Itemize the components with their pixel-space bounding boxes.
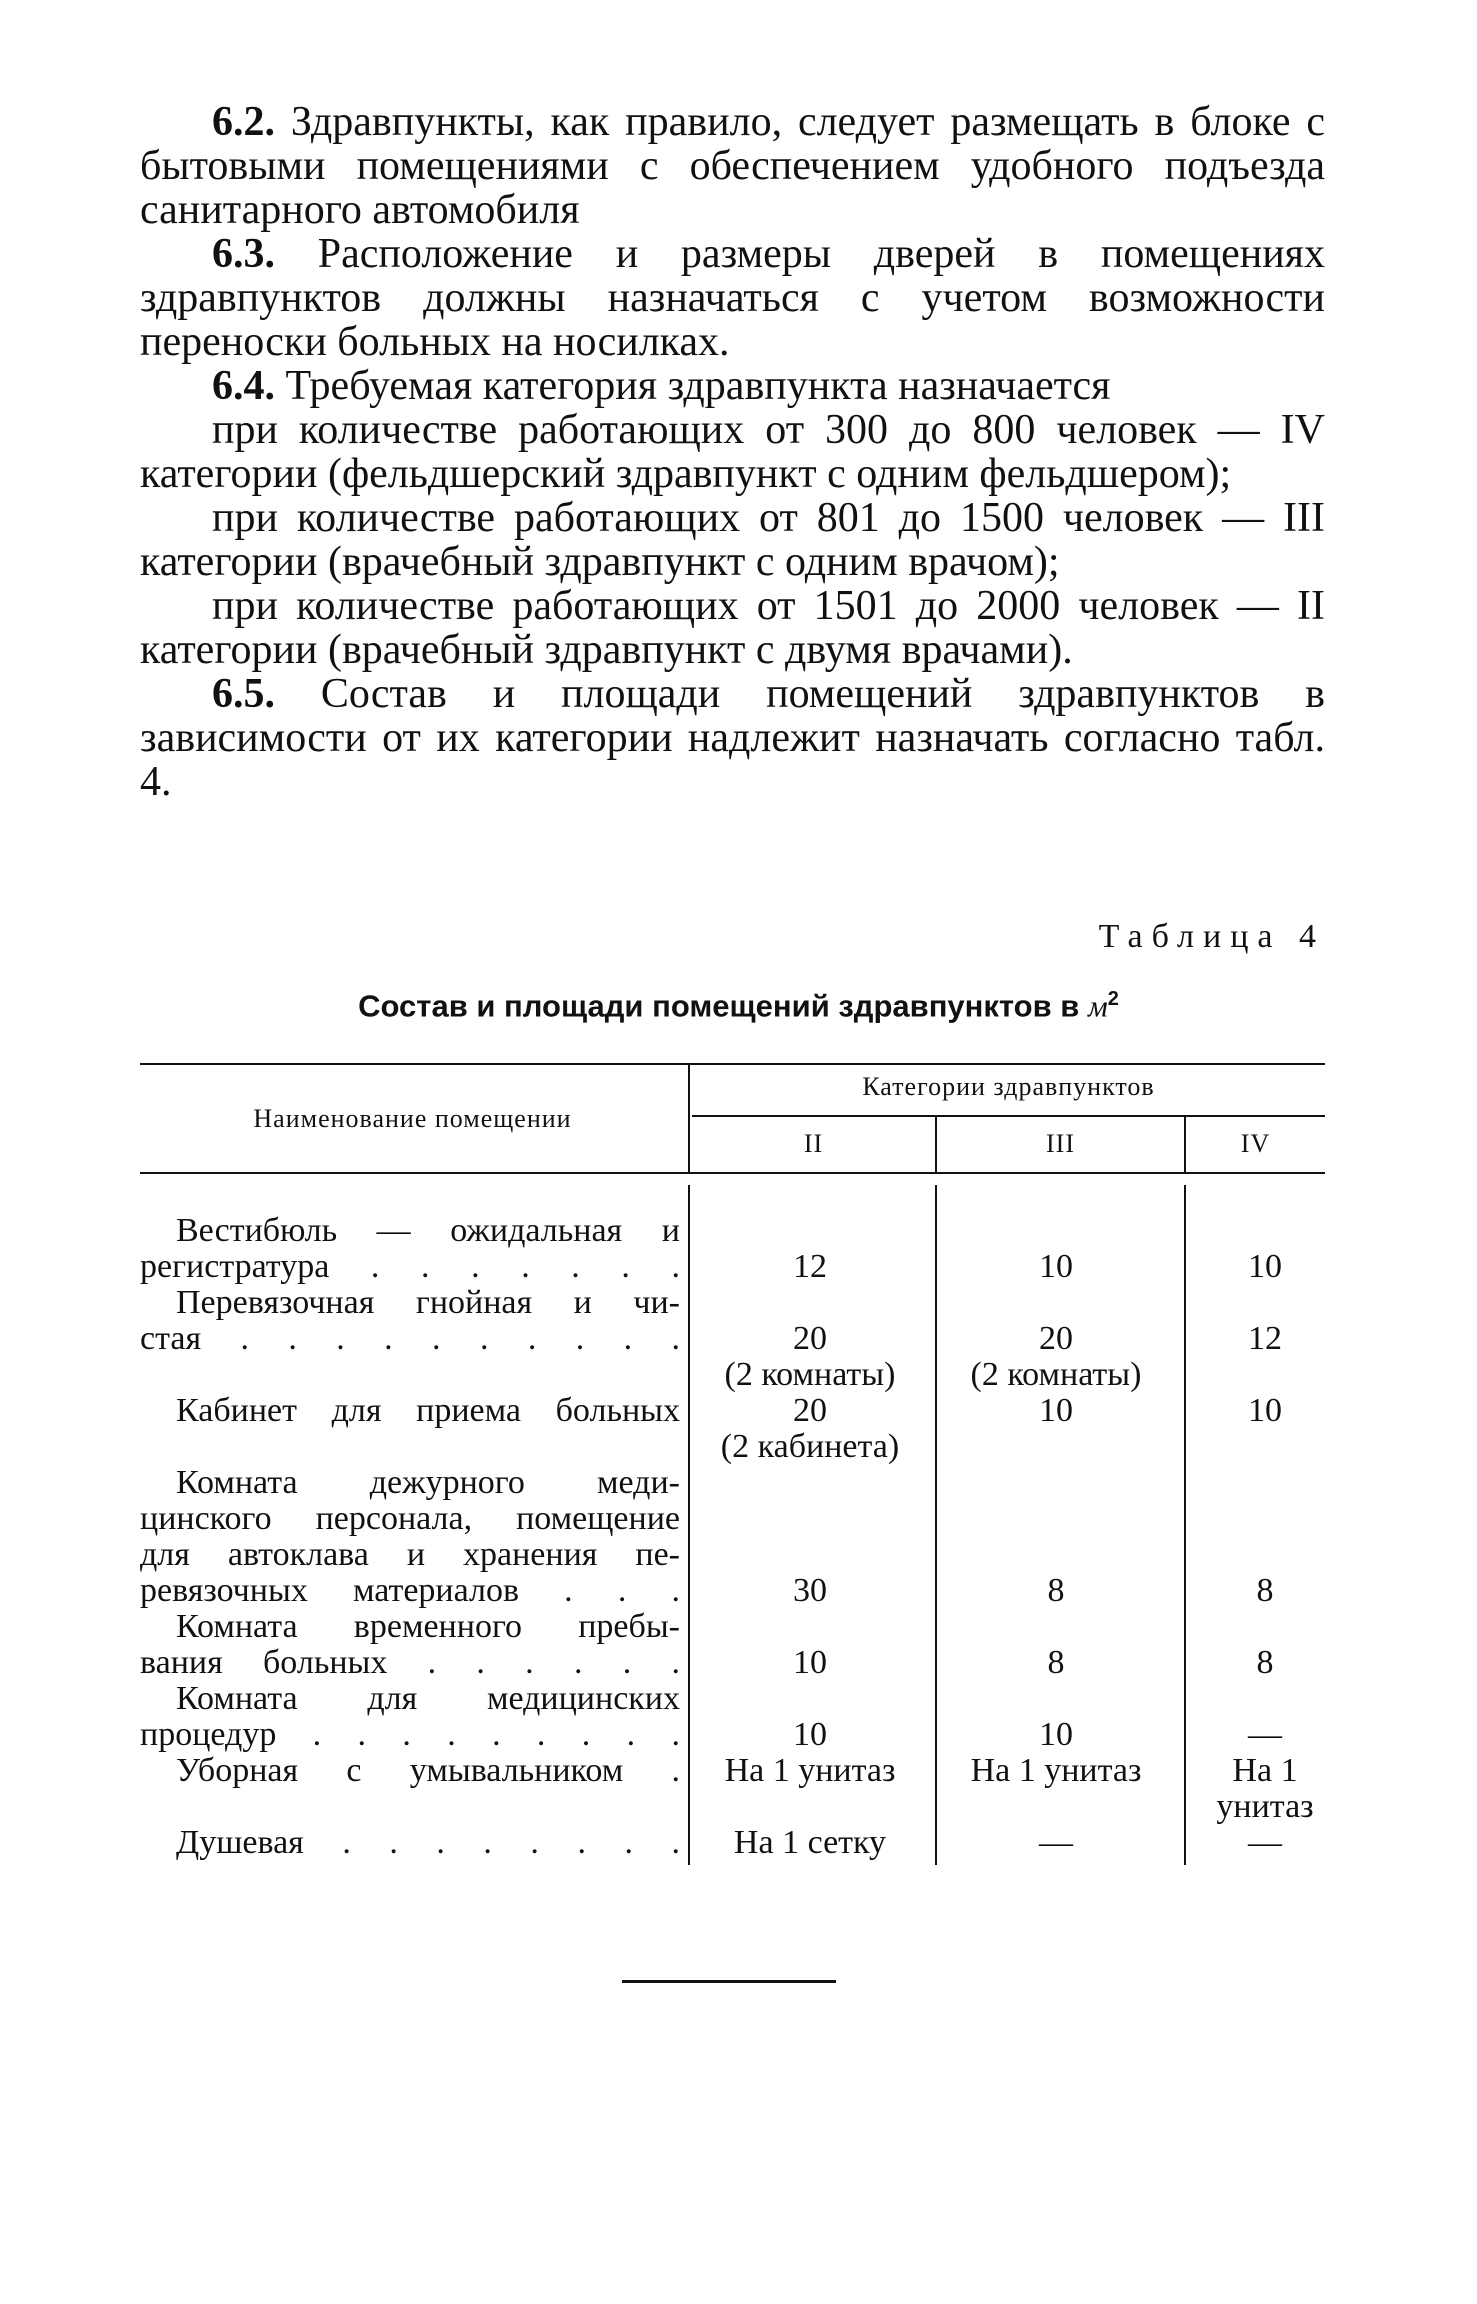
paragraph-6-2 <box>140 100 1325 232</box>
cell-iv: — <box>1248 1716 1282 1753</box>
header-categories: Категории здравпунктов <box>862 1072 1155 1101</box>
cell-iv: 10 <box>1248 1392 1282 1429</box>
clause-number: 6.5. <box>212 671 275 717</box>
column-divider <box>1184 1185 1186 1865</box>
clause-number: 6.4. <box>212 363 275 409</box>
table-top-rule <box>140 1063 1325 1065</box>
row-name: Перевязочная гнойная и чи- <box>176 1284 680 1321</box>
header-col-iii: III <box>1046 1129 1075 1158</box>
cell-iii: 10 <box>1039 1716 1073 1753</box>
clause-number: 6.3. <box>212 231 275 277</box>
cell-iii: 8 <box>1047 1644 1065 1681</box>
row-name: Вестибюль — ожидальная и <box>176 1212 680 1249</box>
cell-iii: 20 <box>1039 1320 1073 1357</box>
header-room-name: Наименование помещении <box>253 1104 572 1133</box>
body-text <box>140 100 1325 804</box>
cell-iv: 8 <box>1256 1572 1274 1609</box>
clause-text: Состав и площади помещений здравпунктов в зависимости от их категории надлежит назначать согласно табл. 4. <box>140 671 1325 805</box>
cell-iv: 8 <box>1256 1644 1274 1681</box>
cell-iv-note: унитаз <box>1216 1788 1314 1825</box>
cell-ii: 20 <box>793 1320 827 1357</box>
row-name: для автоклава и хранения пе- <box>140 1536 680 1573</box>
caption-unit: м <box>1087 988 1108 1024</box>
cell-iii-note: (2 комнаты) <box>970 1356 1142 1393</box>
header-col-ii: II <box>803 1129 824 1158</box>
row-name: Комната для медицинских <box>176 1680 680 1717</box>
cell-ii: На 1 сетку <box>733 1824 887 1861</box>
clause-text: Расположение и размеры дверей в помещениях здравпунктов должны назначаться с учетом возможности переноски больных на носилках. <box>140 231 1325 365</box>
cell-iii: 10 <box>1039 1392 1073 1429</box>
paragraph-6-3 <box>140 232 1325 364</box>
cell-ii-note: (2 комнаты) <box>724 1356 896 1393</box>
row-name: Комната дежурного меди- <box>176 1464 680 1501</box>
clause-text: Здравпункты, как правило, следует размещать в блоке с бытовыми помещениями с обеспечением удобного подъезда санитарного автомобиля <box>140 99 1325 233</box>
cell-ii: 20 <box>793 1392 827 1429</box>
clause-number: 6.2. <box>212 99 275 145</box>
caption-text: Состав и площади помещений здравпунктов в <box>358 988 1080 1024</box>
cell-ii: На 1 унитаз <box>724 1752 896 1789</box>
row-name: цинского персонала, помещение <box>140 1500 680 1537</box>
column-divider <box>1184 1117 1186 1173</box>
clause-text: Требуемая категория здравпункта назначается <box>275 363 1111 409</box>
column-divider <box>688 1063 690 1173</box>
paragraph-6-4-a: при количестве работающих от 300 до 800 человек — IV категории (фельдшерский здравпункт с одним фельдшером); <box>140 407 1325 497</box>
paragraph-6-4-b: при количестве работающих от 801 до 1500 человек — III категории (врачебный здравпункт с одним врачом); <box>140 495 1325 585</box>
cell-iii: 8 <box>1047 1572 1065 1609</box>
caption-unit-exponent: 2 <box>1107 988 1119 1010</box>
cell-iv: 10 <box>1248 1248 1282 1285</box>
row-name: Кабинет для приема больных <box>176 1392 680 1429</box>
paragraph-6-4 <box>140 364 1325 408</box>
header-group-rule <box>692 1115 1325 1117</box>
cell-iii: 10 <box>1039 1248 1073 1285</box>
row-name: Душевая . . . . . . . . <box>176 1824 680 1861</box>
cell-ii: 30 <box>793 1572 827 1609</box>
cell-iv: 12 <box>1248 1320 1282 1357</box>
cell-ii-note: (2 кабинета) <box>720 1428 900 1465</box>
cell-iii: На 1 унитаз <box>970 1752 1142 1789</box>
header-bottom-rule <box>140 1172 1325 1174</box>
cell-iii: — <box>1039 1824 1073 1861</box>
paragraph-6-5 <box>140 672 1325 804</box>
cell-ii: 10 <box>793 1716 827 1753</box>
closing-rule <box>622 1980 836 1983</box>
row-name: процедур . . . . . . . . . <box>140 1716 680 1753</box>
cell-ii: 10 <box>793 1644 827 1681</box>
cell-iv: На 1 <box>1232 1752 1298 1789</box>
column-divider <box>935 1185 937 1865</box>
table-caption <box>0 988 1477 1024</box>
table-label: Таблица 4 <box>1098 918 1325 955</box>
column-divider <box>688 1185 690 1865</box>
row-name: Комната временного пребы- <box>176 1608 680 1645</box>
cell-iv: — <box>1248 1824 1282 1861</box>
header-col-iv: IV <box>1240 1129 1271 1158</box>
row-name: ревязочных материалов . . . <box>140 1572 680 1609</box>
cell-ii: 12 <box>793 1248 827 1285</box>
row-name: стая . . . . . . . . . . <box>140 1320 680 1357</box>
paragraph-6-4-c: при количестве работающих от 1501 до 2000 человек — II категории (врачебный здравпункт с двумя врачами). <box>140 583 1325 673</box>
column-divider <box>935 1117 937 1173</box>
row-name: вания больных . . . . . . <box>140 1644 680 1681</box>
row-name: Уборная с умывальником . <box>176 1752 680 1789</box>
row-name: регистратура . . . . . . . <box>140 1248 680 1285</box>
